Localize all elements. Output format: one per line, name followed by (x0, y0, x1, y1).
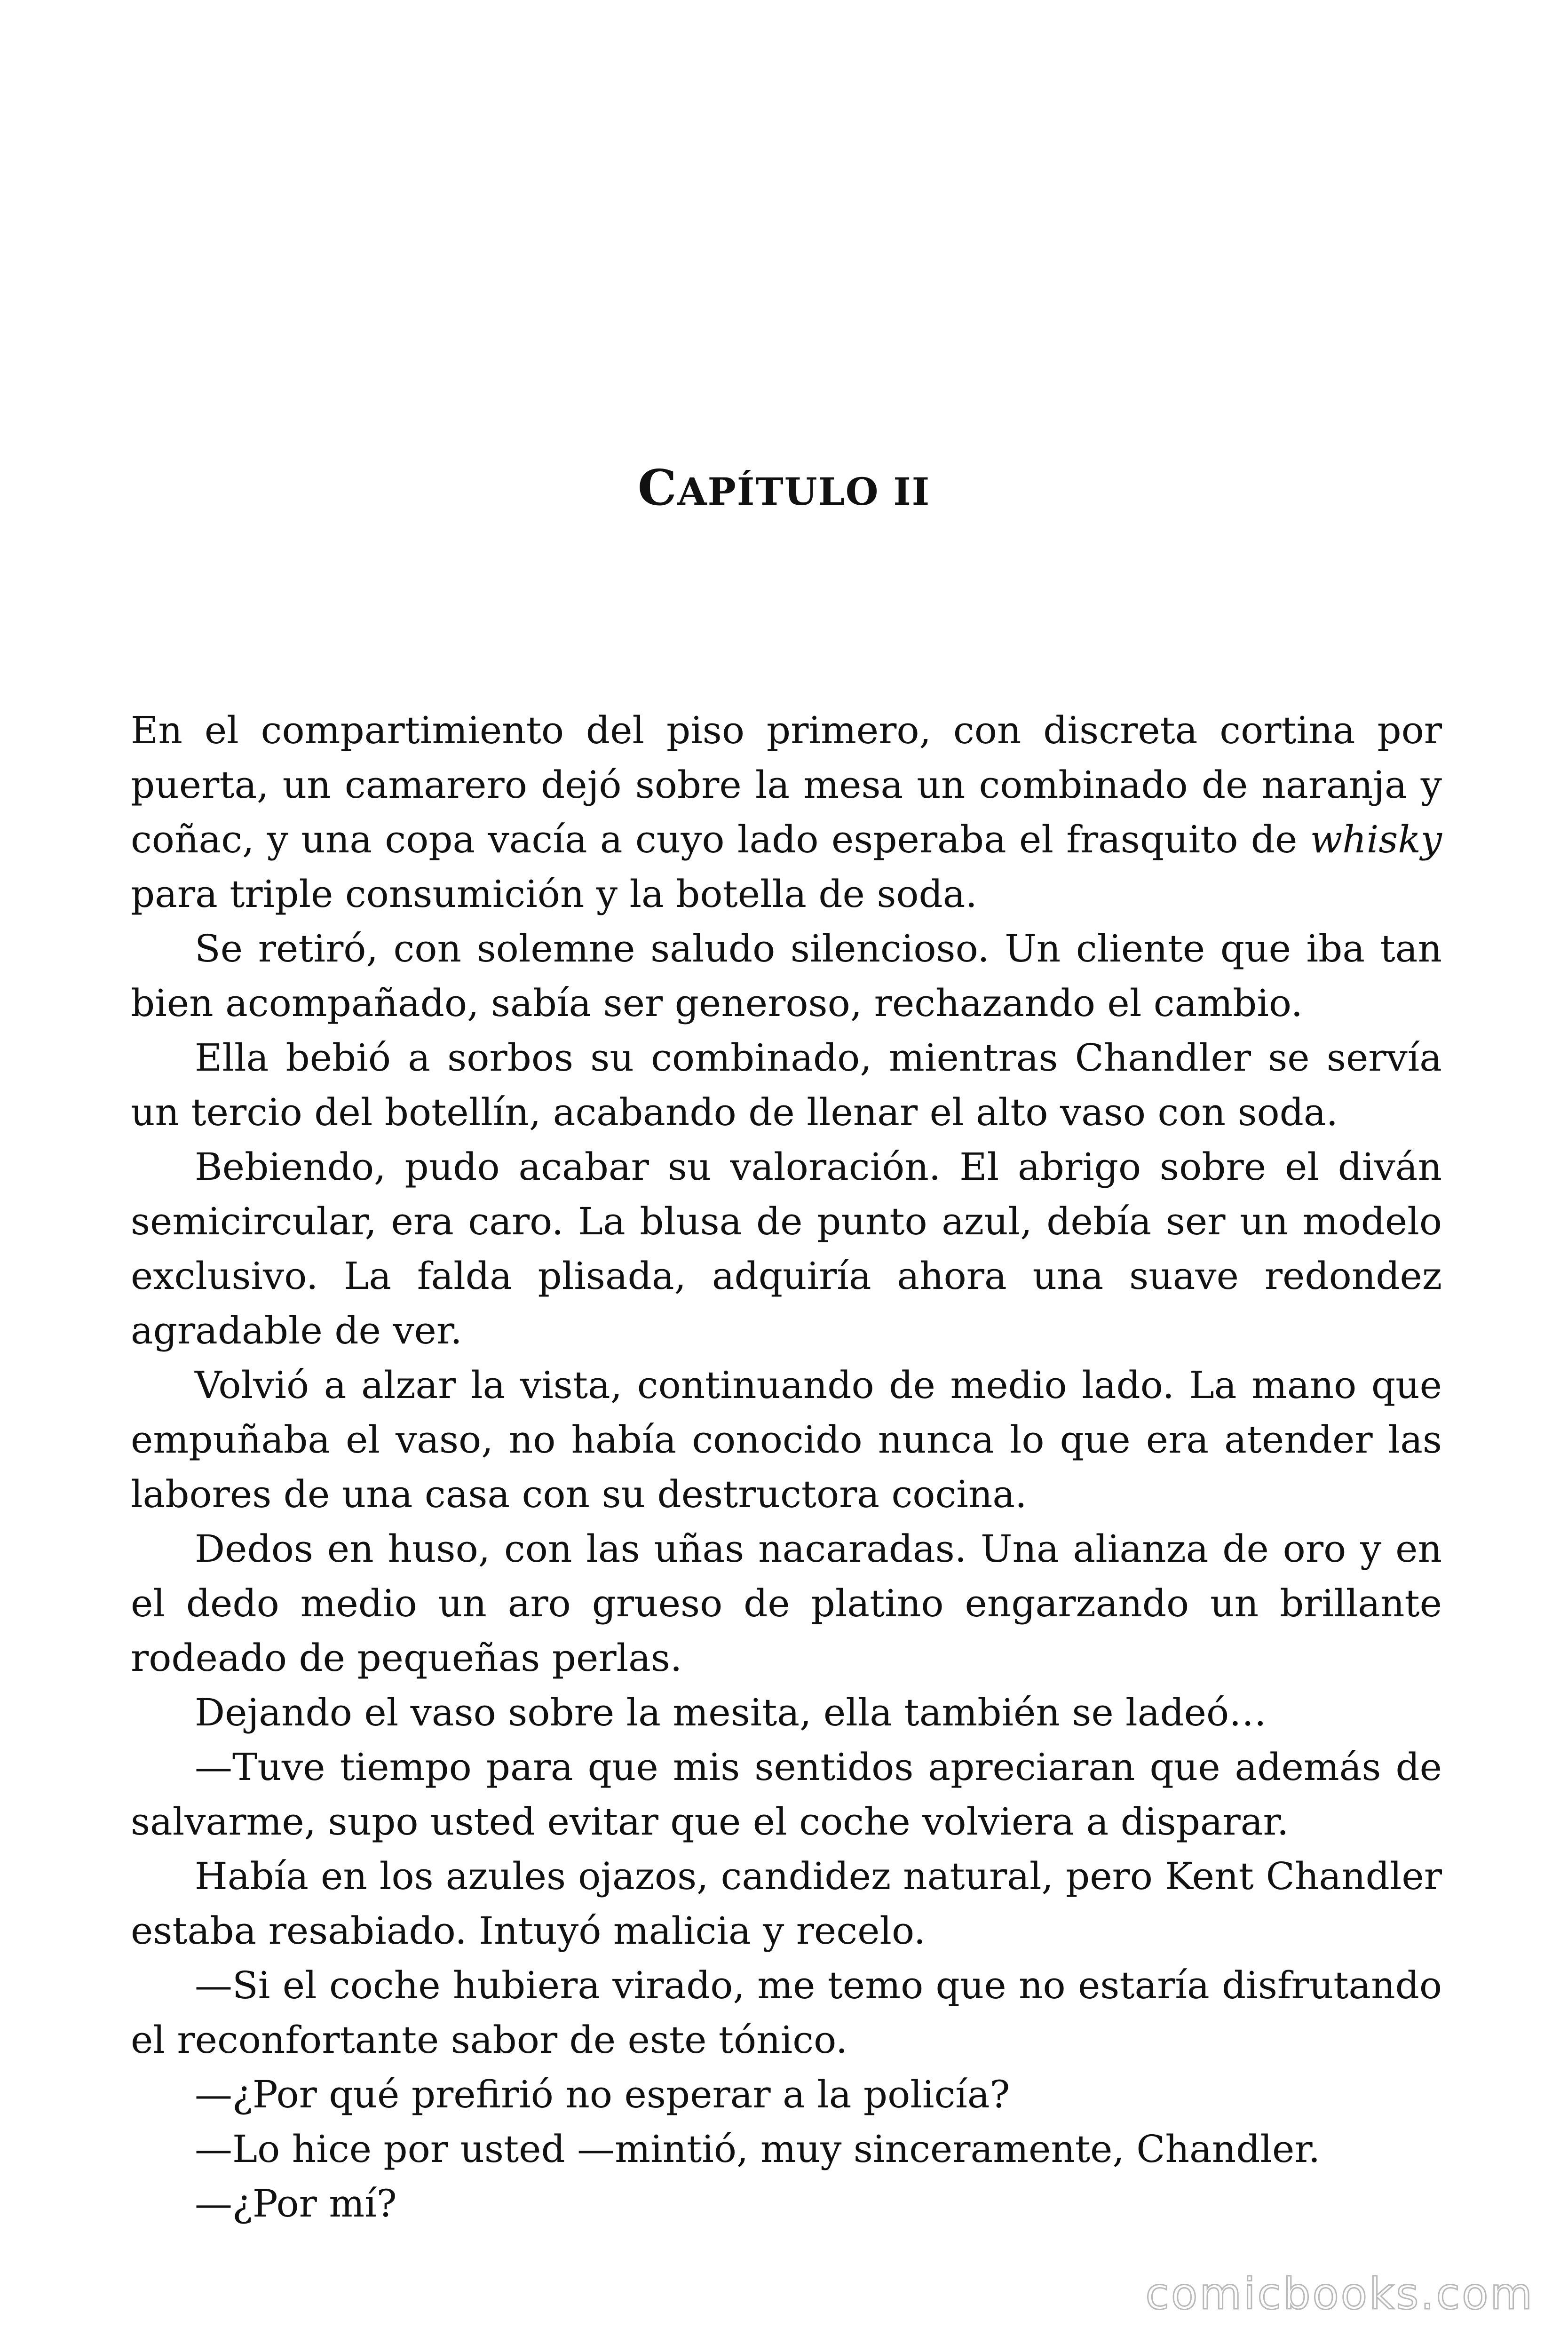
paragraph-6: Dedos en huso, con las uñas nacaradas. Una alianza de oro y en el dedo medio un aro grueso de platino engarzando un brillante rodeado de pequeñas perlas. (131, 1527, 1442, 1680)
chapter-title-initial: C (637, 459, 678, 516)
paragraph-2: Se retiró, con solemne saludo silencioso. Un cliente que iba tan bien acompañado, sabía ser generoso, rechazando el cambio. (131, 927, 1442, 1025)
site-watermark: comicbooks.com (1145, 2269, 1534, 2319)
paragraph-3: Ella bebió a sorbos su combinado, mientras Chandler se servía un tercio del botellín, acabando de llenar el alto vaso con soda. (131, 1036, 1442, 1134)
paragraph-1-italic: whisky (1310, 818, 1442, 861)
paragraph-11: —¿Por qué prefirió no esperar a la policía? (195, 2073, 1010, 2116)
paragraph-9: Había en los azules ojazos, candidez natural, pero Kent Chandler estaba resabiado. Intuyó malicia y recelo. (131, 1854, 1442, 1953)
paragraph-12: —Lo hice por usted —mintió, muy sinceramente, Chandler. (195, 2127, 1321, 2171)
paragraph-1-start: En el compartimiento del piso primero, con discreta cortina por puerta, un camarero dejó sobre la mesa un combinado de naranja y coñac, y una copa vacía a cuyo lado esperaba el frasquito de (131, 708, 1442, 861)
paragraph-5: Volvió a alzar la vista, continuando de medio lado. La mano que empuñaba el vaso, no había conocido nunca lo que era atender las labores de una casa con su destructora cocina. (131, 1363, 1442, 1516)
paragraph-1-end: para triple consumición y la botella de soda. (131, 872, 977, 916)
paragraph-13: —¿Por mí? (195, 2182, 397, 2225)
paragraph-7: Dejando el vaso sobre la mesita, ella también se ladeó… (195, 1691, 1267, 1734)
paragraph-8: —Tuve tiempo para que mis sentidos apreciaran que además de salvarme, supo usted evitar que el coche volviera a disparar. (131, 1745, 1442, 1843)
paragraph-10: —Si el coche hubiera virado, me temo que no estaría disfrutando el reconfortante sabor de este tónico. (131, 1963, 1442, 2062)
chapter-title (0, 459, 1568, 516)
chapter-title-rest: APÍTULO II (677, 469, 931, 514)
paragraph-4: Bebiendo, pudo acabar su valoración. El abrigo sobre el diván semicircular, era caro. La blusa de punto azul, debía ser un modelo exclusivo. La falda plisada, adquiría ahora una suave redondez agradable de ver. (131, 1145, 1442, 1352)
paragraph-1 (131, 703, 1442, 922)
chapter-body (131, 703, 1442, 2231)
